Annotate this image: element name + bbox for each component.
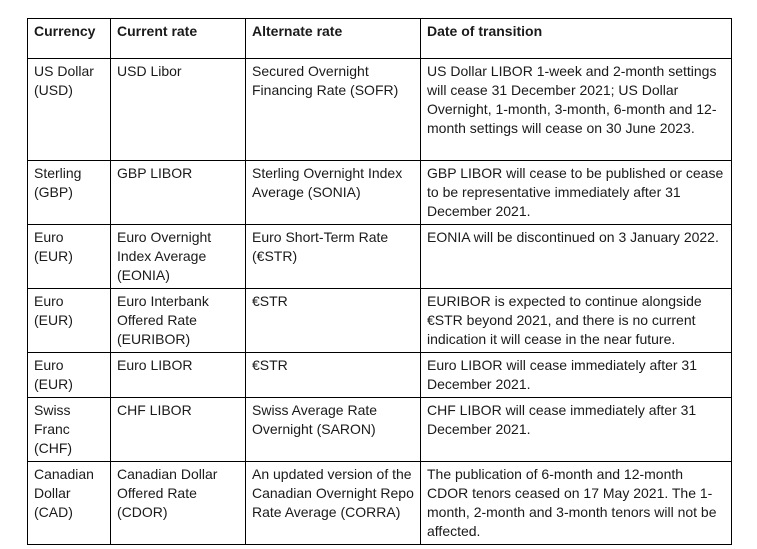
cell-alternate-rate: Sterling Overnight Index Average (SONIA) bbox=[246, 161, 421, 225]
cell-date-of-transition: Euro LIBOR will cease immediately after 31 December 2021. bbox=[421, 353, 732, 398]
cell-date-of-transition: The publication of 6-month and 12-month CDOR tenors ceased on 17 May 2021. The 1-month, 2-month and 3-month tenors will not be affected. bbox=[421, 462, 732, 545]
cell-currency: Euro (EUR) bbox=[28, 225, 111, 289]
libor-transition-table bbox=[27, 18, 732, 545]
table-row bbox=[28, 353, 732, 398]
table-row bbox=[28, 225, 732, 289]
cell-currency: Sterling (GBP) bbox=[28, 161, 111, 225]
header-cell-alternate-rate: Alternate rate bbox=[246, 19, 421, 59]
cell-date-of-transition: CHF LIBOR will cease immediately after 31 December 2021. bbox=[421, 398, 732, 462]
cell-currency: Euro (EUR) bbox=[28, 289, 111, 353]
table-row bbox=[28, 161, 732, 225]
cell-currency: Euro (EUR) bbox=[28, 353, 111, 398]
cell-date-of-transition: US Dollar LIBOR 1-week and 2-month settings will cease 31 December 2021; US Dollar Overnight, 1-month, 3-month, 6-month and 12-month settings will cease on 30 June 2023. bbox=[421, 59, 732, 161]
cell-alternate-rate: An updated version of the Canadian Overnight Repo Rate Average (CORRA) bbox=[246, 462, 421, 545]
cell-currency: Swiss Franc (CHF) bbox=[28, 398, 111, 462]
cell-date-of-transition: EONIA will be discontinued on 3 January 2022. bbox=[421, 225, 732, 289]
cell-current-rate: CHF LIBOR bbox=[111, 398, 246, 462]
cell-current-rate: Euro LIBOR bbox=[111, 353, 246, 398]
cell-alternate-rate: Euro Short-Term Rate (€STR) bbox=[246, 225, 421, 289]
cell-alternate-rate: €STR bbox=[246, 289, 421, 353]
cell-current-rate: Canadian Dollar Offered Rate (CDOR) bbox=[111, 462, 246, 545]
cell-alternate-rate: Secured Overnight Financing Rate (SOFR) bbox=[246, 59, 421, 161]
cell-currency: Canadian Dollar (CAD) bbox=[28, 462, 111, 545]
header-cell-current-rate: Current rate bbox=[111, 19, 246, 59]
cell-alternate-rate: Swiss Average Rate Overnight (SARON) bbox=[246, 398, 421, 462]
table-row bbox=[28, 59, 732, 161]
table-row bbox=[28, 462, 732, 545]
header-cell-currency: Currency bbox=[28, 19, 111, 59]
header-cell-date-of-transition: Date of transition bbox=[421, 19, 732, 59]
table-header-row bbox=[28, 19, 732, 59]
cell-alternate-rate: €STR bbox=[246, 353, 421, 398]
cell-current-rate: Euro Overnight Index Average (EONIA) bbox=[111, 225, 246, 289]
cell-date-of-transition: EURIBOR is expected to continue alongside €STR beyond 2021, and there is no current indication it will cease in the near future. bbox=[421, 289, 732, 353]
cell-current-rate: USD Libor bbox=[111, 59, 246, 161]
cell-date-of-transition: GBP LIBOR will cease to be published or cease to be representative immediately after 31 December 2021. bbox=[421, 161, 732, 225]
cell-current-rate: GBP LIBOR bbox=[111, 161, 246, 225]
table-row bbox=[28, 398, 732, 462]
cell-current-rate: Euro Interbank Offered Rate (EURIBOR) bbox=[111, 289, 246, 353]
cell-currency: US Dollar (USD) bbox=[28, 59, 111, 161]
table-row bbox=[28, 289, 732, 353]
